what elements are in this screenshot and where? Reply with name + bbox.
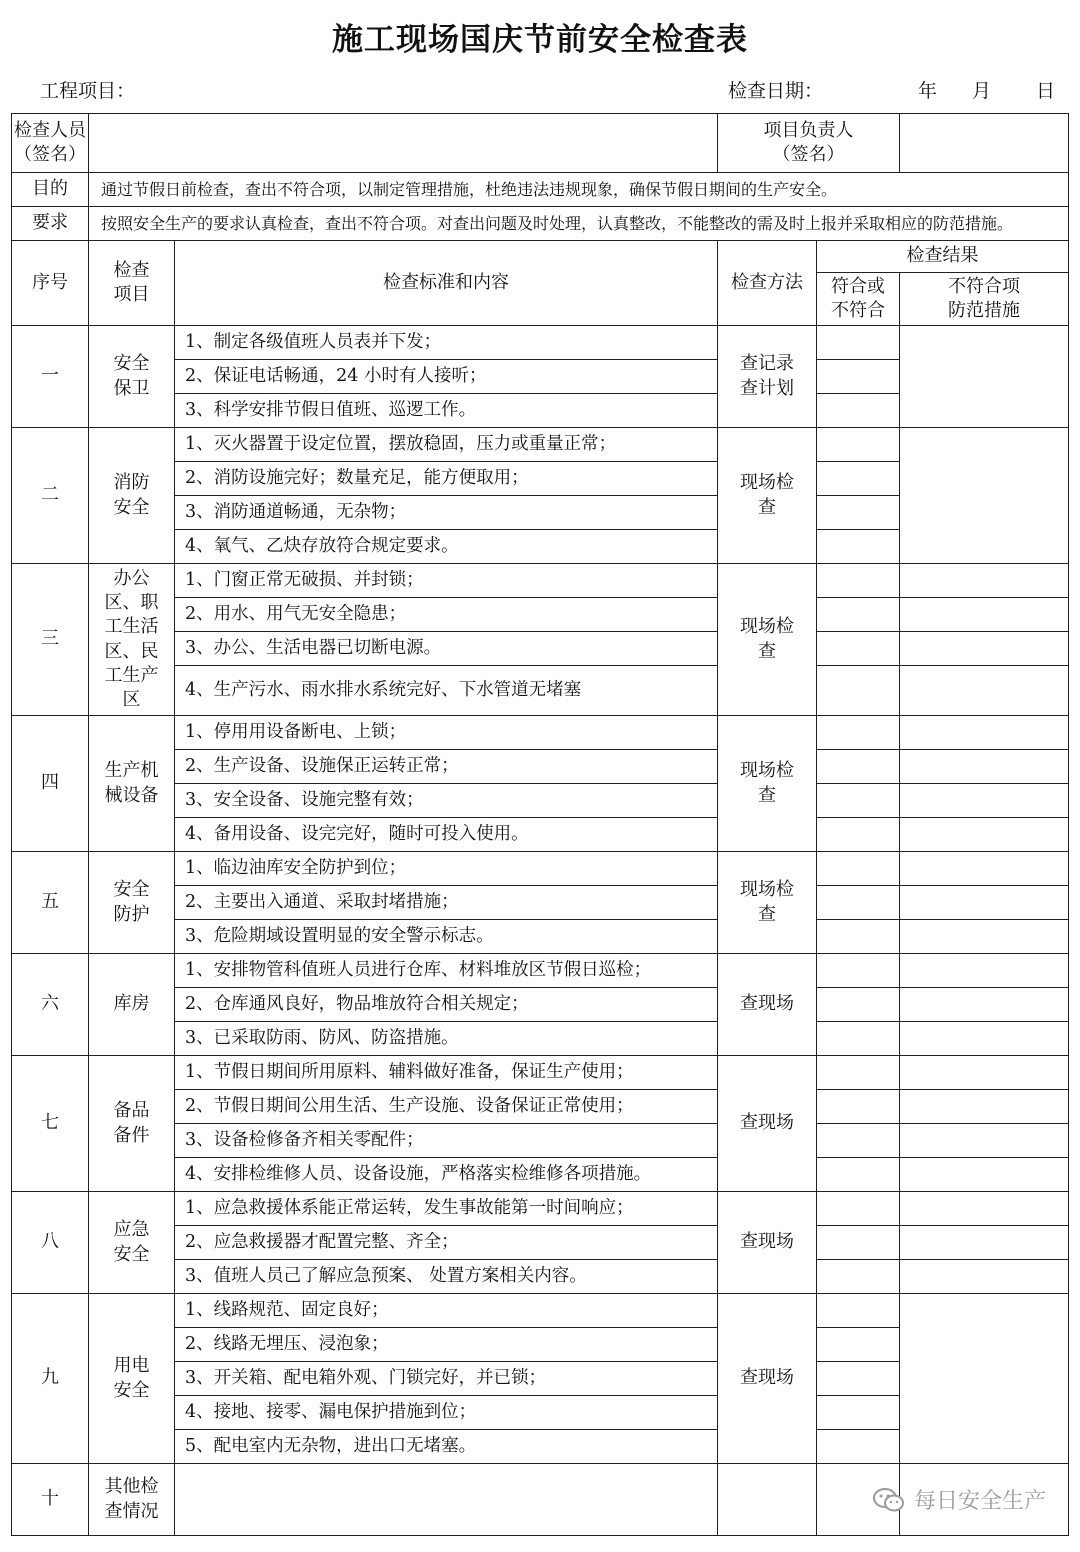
- standard-item: 2、用水、用气无安全隐患；: [175, 598, 718, 632]
- result-measures-cell[interactable]: [900, 428, 1069, 564]
- result-measures-cell[interactable]: [900, 1226, 1069, 1260]
- result-conform-cell[interactable]: [817, 1192, 900, 1226]
- section-item: 消防 安全: [89, 428, 175, 564]
- section-method: 查现场: [718, 1294, 817, 1464]
- result-conform-cell[interactable]: [817, 784, 900, 818]
- standard-item: 1、应急救援体系能正常运转，发生事故能第一时间响应；: [175, 1192, 718, 1226]
- section-item: 库房: [89, 954, 175, 1056]
- table-row: [12, 1192, 1069, 1226]
- table-row: [12, 564, 1069, 598]
- standard-item: 2、主要出入通道、采取封堵措施；: [175, 886, 718, 920]
- table-row: [12, 954, 1069, 988]
- page-title: 施工现场国庆节前安全检查表: [332, 22, 748, 58]
- result-measures-cell[interactable]: [900, 818, 1069, 852]
- wechat-icon: [872, 1487, 906, 1513]
- project-label: 工程项目：: [40, 80, 136, 102]
- result-measures-cell[interactable]: [900, 886, 1069, 920]
- section-method: 现场检 查: [718, 852, 817, 954]
- section-seq: 三: [12, 564, 89, 716]
- result-conform-cell[interactable]: [817, 496, 900, 530]
- result-measures-cell[interactable]: [900, 954, 1069, 988]
- section-item: 生产机 械设备: [89, 716, 175, 852]
- standard-item: 5、配电室内无杂物，进出口无堵塞。: [175, 1430, 718, 1464]
- standard-item: 2、生产设备、设施保正运转正常；: [175, 750, 718, 784]
- section-item: 用电 安全: [89, 1294, 175, 1464]
- inspection-table: [11, 113, 1069, 1536]
- inspector-signature-field[interactable]: [89, 114, 718, 173]
- section-seq: 十: [12, 1464, 89, 1536]
- header-item: 检查 项目: [89, 241, 175, 326]
- result-measures-cell[interactable]: [900, 750, 1069, 784]
- standard-item: 2、仓库通风良好，物品堆放符合相关规定；: [175, 988, 718, 1022]
- standard-item: 4、接地、接零、漏电保护措施到位；: [175, 1396, 718, 1430]
- standard-item: 4、安排检维修人员、设备设施，严格落实检维修各项措施。: [175, 1158, 718, 1192]
- standard-item: 2、线路无埋压、浸泡象；: [175, 1328, 718, 1362]
- header-standard: 检查标准和内容: [175, 241, 718, 326]
- standard-item: 2、应急救援器才配置完整、齐全；: [175, 1226, 718, 1260]
- result-measures-cell[interactable]: [900, 716, 1069, 750]
- standard-item: 2、保证电话畅通，24 小时有人接听；: [175, 360, 718, 394]
- result-conform-cell[interactable]: [817, 1362, 900, 1396]
- result-conform-cell[interactable]: [817, 886, 900, 920]
- result-conform-cell[interactable]: [817, 632, 900, 666]
- section-item: 应急 安全: [89, 1192, 175, 1294]
- header-measures: 不符合项 防范措施: [900, 273, 1069, 326]
- manager-signature-field[interactable]: [900, 114, 1069, 173]
- result-conform-cell[interactable]: [817, 598, 900, 632]
- result-measures-cell[interactable]: [900, 1158, 1069, 1192]
- result-conform-cell[interactable]: [817, 920, 900, 954]
- result-measures-cell[interactable]: [900, 988, 1069, 1022]
- result-conform-cell[interactable]: [817, 1430, 900, 1464]
- section-method: 查现场: [718, 954, 817, 1056]
- result-conform-cell[interactable]: [817, 750, 900, 784]
- result-measures-cell[interactable]: [900, 1294, 1069, 1464]
- watermark-text: 每日安全生产: [913, 1489, 1046, 1514]
- standard-item: 1、安排物管科值班人员进行仓库、材料堆放区节假日巡检；: [175, 954, 718, 988]
- standard-item: 3、危险期域设置明显的安全警示标志。: [175, 920, 718, 954]
- result-conform-cell[interactable]: [817, 1022, 900, 1056]
- standard-item: 3、已采取防雨、防风、防盗措施。: [175, 1022, 718, 1056]
- standard-item: 3、办公、生活电器已切断电源。: [175, 632, 718, 666]
- result-conform-cell[interactable]: [817, 1226, 900, 1260]
- table-row: [12, 326, 1069, 360]
- section-method: [718, 1464, 817, 1536]
- section-item: 安全 防护: [89, 852, 175, 954]
- section-seq: 六: [12, 954, 89, 1056]
- section-method: 查现场: [718, 1192, 817, 1294]
- result-conform-cell[interactable]: [817, 1056, 900, 1090]
- standard-item: 4、氧气、乙炔存放符合规定要求。: [175, 530, 718, 564]
- section-method: 查现场: [718, 1056, 817, 1192]
- table-row: [12, 716, 1069, 750]
- header-conform: 符合或 不符合: [817, 273, 900, 326]
- section-seq: 二: [12, 428, 89, 564]
- inspector-label: 检查人员 （签名）: [12, 114, 89, 173]
- result-measures-cell[interactable]: [900, 1022, 1069, 1056]
- section-seq: 一: [12, 326, 89, 428]
- standard-item: 1、临边油库安全防护到位；: [175, 852, 718, 886]
- result-measures-cell[interactable]: [900, 1260, 1069, 1294]
- result-measures-cell[interactable]: [900, 1090, 1069, 1124]
- result-conform-cell[interactable]: [817, 666, 900, 716]
- header-method: 检查方法: [718, 241, 817, 326]
- section-method: 现场检 查: [718, 564, 817, 716]
- result-conform-cell[interactable]: [817, 564, 900, 598]
- header-result: 检查结果: [817, 241, 1069, 273]
- result-conform-cell[interactable]: [817, 530, 900, 564]
- result-conform-cell[interactable]: [817, 428, 900, 462]
- result-conform-cell[interactable]: [817, 1396, 900, 1430]
- section-item: 办公 区、职 工生活 区、民 工生产 区: [89, 564, 175, 716]
- standard-item: 3、消防通道畅通，无杂物；: [175, 496, 718, 530]
- section-item: 备品 备件: [89, 1056, 175, 1192]
- result-conform-cell[interactable]: [817, 716, 900, 750]
- standard-item: 1、节假日期间所用原料、辅料做好准备，保证生产使用；: [175, 1056, 718, 1090]
- date-year: 年: [918, 80, 938, 102]
- section-seq: 五: [12, 852, 89, 954]
- table-row: [12, 852, 1069, 886]
- standard-item: 3、设备检修备齐相关零配件；: [175, 1124, 718, 1158]
- standard-item: 2、节假日期间公用生活、生产设施、设备保证正常使用；: [175, 1090, 718, 1124]
- result-measures-cell[interactable]: [900, 1124, 1069, 1158]
- result-measures-cell[interactable]: [900, 784, 1069, 818]
- result-measures-cell[interactable]: [900, 564, 1069, 598]
- section-method: 现场检 查: [718, 716, 817, 852]
- table-row: [12, 428, 1069, 462]
- section-item: 安全 保卫: [89, 326, 175, 428]
- section-seq: 四: [12, 716, 89, 852]
- requirement-text: 按照安全生产的要求认真检查，查出不符合项。对查出问题及时处理，认真整改，不能整改的需及时上报并采取相应的防范措施。: [89, 207, 1069, 241]
- result-conform-cell[interactable]: [817, 462, 900, 496]
- result-conform-cell[interactable]: [817, 988, 900, 1022]
- standard-item: 1、线路规范、固定良好；: [175, 1294, 718, 1328]
- section-seq: 七: [12, 1056, 89, 1192]
- result-conform-cell[interactable]: [817, 360, 900, 394]
- section-seq: 九: [12, 1294, 89, 1464]
- standard-item: 1、门窗正常无破损、并封锁；: [175, 564, 718, 598]
- manager-label: 项目负责人 （签名）: [718, 114, 900, 173]
- standard-item: 1、制定各级值班人员表并下发；: [175, 326, 718, 360]
- result-conform-cell[interactable]: [817, 1124, 900, 1158]
- result-conform-cell[interactable]: [817, 1260, 900, 1294]
- watermark: [872, 1484, 1046, 1515]
- standard-item: 3、安全设备、设施完整有效；: [175, 784, 718, 818]
- requirement-label: 要求: [12, 207, 89, 241]
- standard-item: 3、开关箱、配电箱外观、门锁完好，并已锁；: [175, 1362, 718, 1396]
- date-month: 月: [972, 80, 992, 102]
- result-conform-cell[interactable]: [817, 818, 900, 852]
- section-method: 查记录 查计划: [718, 326, 817, 428]
- result-measures-cell[interactable]: [900, 1056, 1069, 1090]
- table-row: [12, 1294, 1069, 1328]
- standard-item: 1、停用用设备断电、上锁；: [175, 716, 718, 750]
- result-conform-cell[interactable]: [817, 1328, 900, 1362]
- section-item: 其他检 查情况: [89, 1464, 175, 1536]
- standard-item: 1、灭火器置于设定位置，摆放稳固，压力或重量正常；: [175, 428, 718, 462]
- result-measures-cell[interactable]: [900, 1192, 1069, 1226]
- purpose-text: 通过节假日前检查，查出不符合项，以制定管理措施，杜绝违法违规现象，确保节假日期间的生产安全。: [89, 173, 1069, 207]
- standard-item: 3、科学安排节假日值班、巡逻工作。: [175, 394, 718, 428]
- purpose-label: 目的: [12, 173, 89, 207]
- standard-item: 3、值班人员己了解应急预案、 处置方案相关内容。: [175, 1260, 718, 1294]
- standard-item: 4、备用设备、设完完好，随时可投入使用。: [175, 818, 718, 852]
- section-method: 现场检 查: [718, 428, 817, 564]
- result-conform-cell[interactable]: [817, 394, 900, 428]
- result-conform-cell[interactable]: [817, 1090, 900, 1124]
- result-measures-cell[interactable]: [900, 852, 1069, 886]
- result-measures-cell[interactable]: [900, 666, 1069, 716]
- standard-item: 4、生产污水、雨水排水系统完好、下水管道无堵塞: [175, 666, 718, 716]
- header-seq: 序号: [12, 241, 89, 326]
- result-measures-cell[interactable]: [900, 598, 1069, 632]
- result-measures-cell[interactable]: [900, 632, 1069, 666]
- result-conform-cell[interactable]: [817, 326, 900, 360]
- result-conform-cell[interactable]: [817, 954, 900, 988]
- section-seq: 八: [12, 1192, 89, 1294]
- result-conform-cell[interactable]: [817, 1294, 900, 1328]
- standard-item: 2、消防设施完好；数量充足，能方便取用；: [175, 462, 718, 496]
- result-conform-cell[interactable]: [817, 852, 900, 886]
- date-day: 日: [1036, 80, 1056, 102]
- result-measures-cell[interactable]: [900, 326, 1069, 428]
- date-label: 检查日期：: [728, 80, 824, 102]
- result-conform-cell[interactable]: [817, 1158, 900, 1192]
- section-other-notes-field[interactable]: [175, 1464, 718, 1536]
- table-row: [12, 1056, 1069, 1090]
- result-measures-cell[interactable]: [900, 920, 1069, 954]
